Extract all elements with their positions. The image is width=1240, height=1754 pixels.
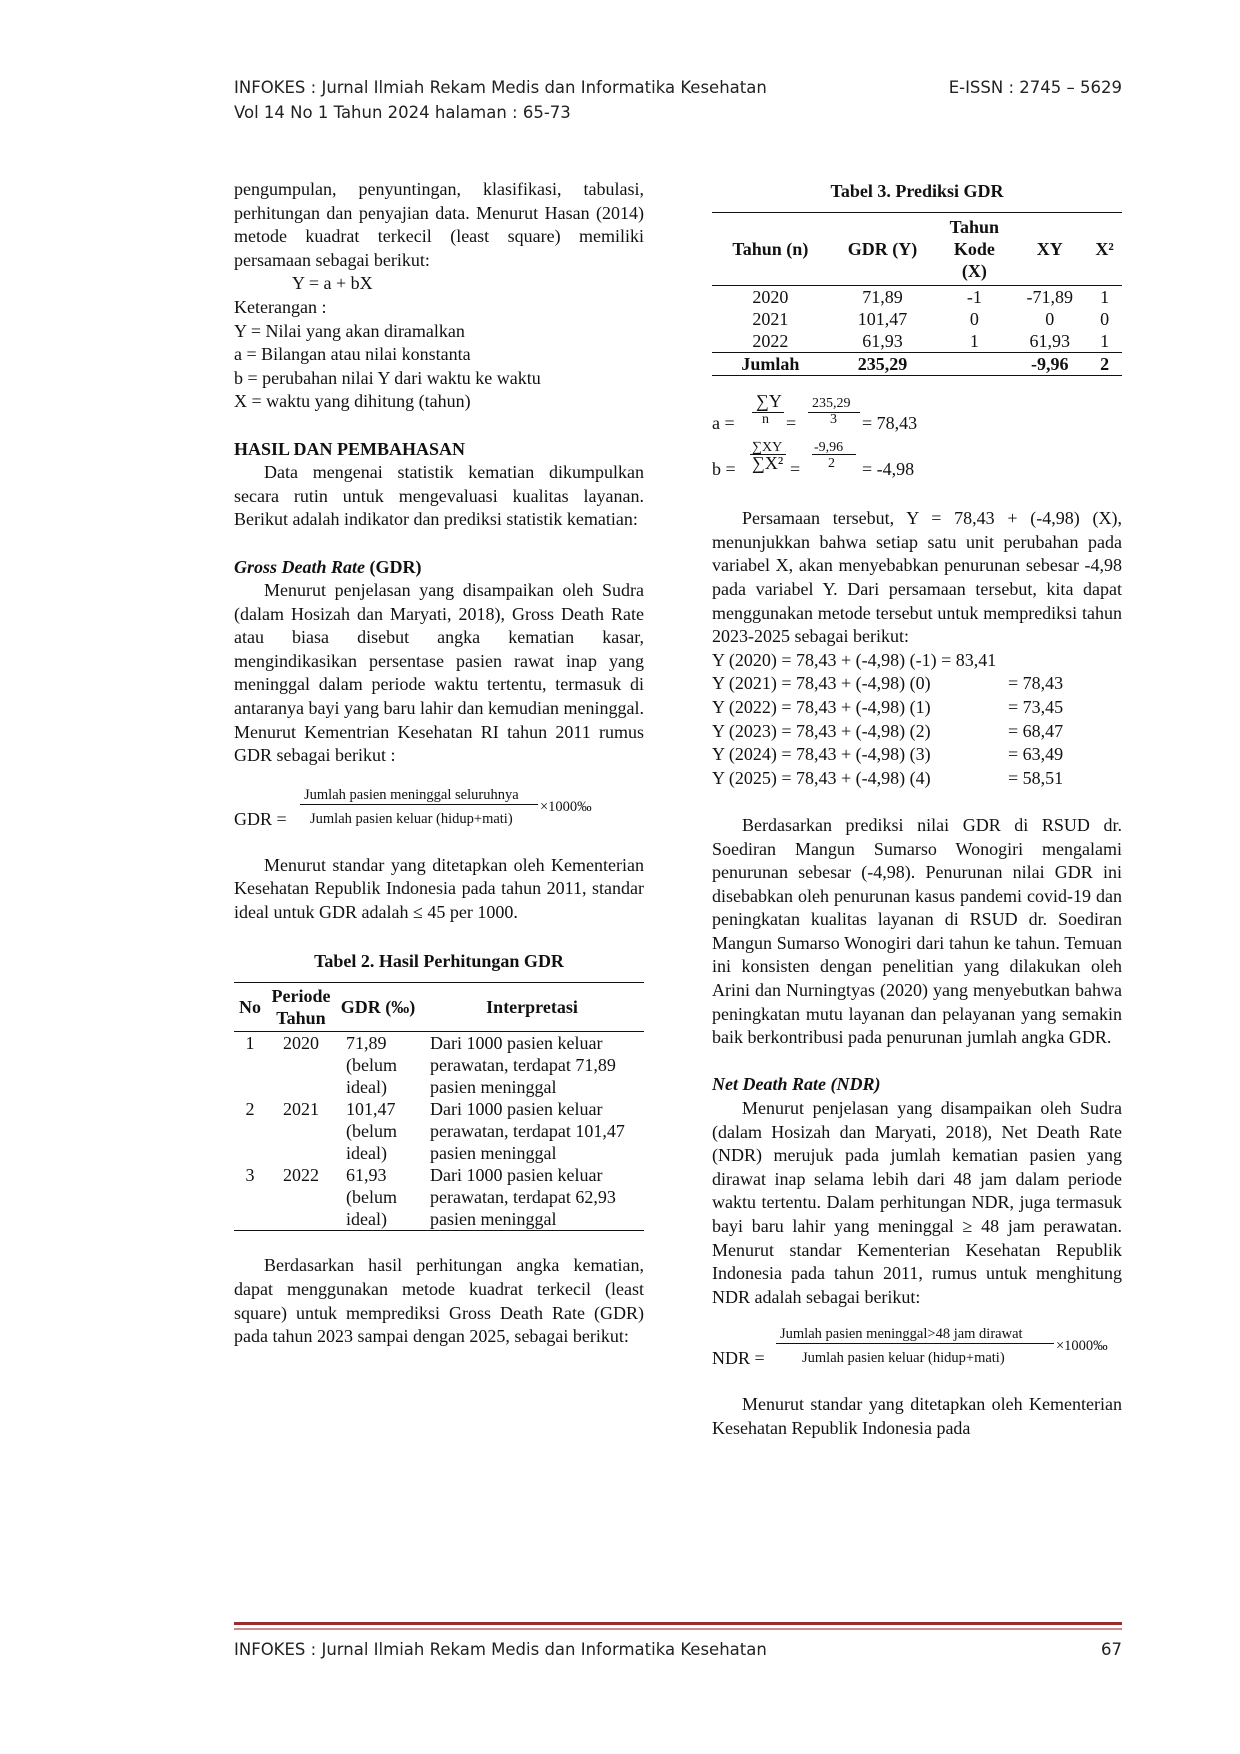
list-item — [712, 672, 1122, 696]
table2-cell-interpretasi: Dari 1000 pasien keluar perawatan, terdapat 62,93 pasien meninggal — [420, 1164, 644, 1231]
table-row — [712, 285, 1122, 308]
table2-caption: Tabel 2. Hasil Perhitungan GDR — [314, 951, 564, 972]
table2-header-periode: Periode Tahun — [266, 982, 336, 1031]
left-column — [234, 178, 644, 1349]
prediction-list — [712, 649, 1122, 791]
table3-total-cell: 235,29 — [829, 352, 937, 375]
table2-header-interpretasi: Interpretasi — [420, 982, 644, 1031]
table3-total-row — [712, 352, 1122, 375]
calc-a-symbol-num: ∑Y — [756, 390, 782, 411]
gdr-subheading-abbr: (GDR) — [369, 556, 422, 577]
table2-cell-gdr: 61,93 (belum ideal) — [336, 1164, 420, 1231]
prediction-lhs: Y (2022) = 78,43 + (-4,98) (1) — [712, 696, 931, 717]
prediction-rhs: = 68,47 — [1008, 720, 1064, 741]
table3-cell: -71,89 — [1026, 286, 1074, 307]
gdr-formula-label: GDR = — [234, 808, 287, 829]
gdr-formula-multiplier: ×1000‰ — [540, 798, 592, 815]
legend-item: Y = Nilai yang akan diramalkan — [234, 320, 465, 341]
coefficient-calculation — [712, 390, 1122, 484]
keterangan-label: Keterangan : — [234, 296, 327, 317]
table3-cell: 61,93 — [1029, 330, 1071, 351]
table3-header-gdr: GDR (Y) — [829, 212, 937, 285]
gdr-subheading — [234, 556, 644, 580]
footer-rule — [234, 1622, 1122, 1625]
table-row — [234, 1164, 644, 1231]
table2-header-row — [234, 982, 644, 1031]
ndr-formula — [712, 1321, 1122, 1375]
list-item — [712, 743, 1122, 767]
table3-cell: 2020 — [752, 286, 789, 307]
gdr-paragraph: Menurut penjelasan yang disampaikan oleh Sudra (dalam Hosizah dan Maryati, 2018), Gross Death Rate atau biasa disebut angka kematian kasar, mengindikasikan persentase pasien rawat inap yang meninggal dalam periode waktu tertentu, termasuk di antaranya bayi yang baru lahir dan kemudian meninggal. Menurut Kementrian Kesehatan RI tahun 2011 rumus GDR sebagai berikut : — [234, 580, 644, 766]
gdr-standard-paragraph: Menurut standar yang ditetapkan oleh Kementerian Kesehatan Republik Indonesia pada tahun 2011, standar ideal untuk GDR adalah ≤ 45 per 1000. — [234, 854, 644, 923]
least-square-equation: Y = a + bX — [292, 273, 373, 294]
prediction-rhs: = 78,43 — [1008, 673, 1064, 694]
intro-paragraph: pengumpulan, penyuntingan, klasifikasi, tabulasi, perhitungan dan penyajian data. Menurut Hasan (2014) metode kuadrat terkecil (least square) memiliki persamaan sebagai berikut: — [234, 179, 644, 270]
ndr-formula-label: NDR = — [712, 1348, 765, 1369]
calc-b-eq: = — [790, 458, 801, 479]
calc-b-value-den: 2 — [828, 455, 835, 471]
table2-cell-interpretasi: Dari 1000 pasien keluar perawatan, terdapat 101,47 pasien meninggal — [430, 1098, 625, 1163]
prediction-lhs: Y (2023) = 78,43 + (-4,98) (2) — [712, 720, 931, 741]
calc-a-value-den: 3 — [830, 411, 837, 427]
list-item — [712, 720, 1122, 744]
gdr-formula-fraction-bar — [300, 804, 538, 805]
prediction-lhs: Y (2020) = 78,43 + (-4,98) (-1) = 83,41 — [712, 649, 997, 670]
prediction-rhs: = 58,51 — [1008, 767, 1064, 788]
running-header-issn: E-ISSN : 2745 – 5629 — [948, 78, 1122, 97]
table3-caption: Tabel 3. Prediksi GDR — [830, 181, 1004, 201]
list-item — [712, 767, 1122, 791]
table2-cell-no: 2 — [245, 1098, 255, 1119]
gdr-formula-denominator: Jumlah pasien keluar (hidup+mati) — [310, 810, 513, 827]
calc-b-result: = -4,98 — [862, 458, 915, 479]
table2-cell-year: 2020 — [283, 1032, 319, 1053]
table3-total-cell — [936, 352, 1012, 375]
table2-cell-no: 1 — [245, 1032, 255, 1053]
legend-item: b = perubahan nilai Y dari waktu ke waktu — [234, 367, 541, 388]
legend-item: X = waktu yang dihitung (tahun) — [234, 391, 471, 412]
list-item — [712, 696, 1122, 720]
table3-cell: 1 — [1100, 286, 1110, 307]
page-number: 67 — [1101, 1640, 1122, 1659]
table3-total-cell: 2 — [1087, 352, 1122, 375]
table3-header-x2: X² — [1087, 212, 1122, 285]
table3-total-cell: Jumlah — [712, 352, 829, 375]
right-column — [712, 178, 1122, 1441]
table2-gdr-results — [234, 982, 644, 1231]
table-row — [234, 1031, 644, 1098]
gdr-formula-numerator: Jumlah pasien meninggal seluruhnya — [304, 786, 519, 803]
table3-header-xy: XY — [1012, 212, 1087, 285]
calc-b-symbol-num: ∑XY — [752, 439, 783, 455]
table-row — [712, 330, 1122, 353]
ndr-formula-fraction-bar — [776, 1343, 1054, 1344]
table3-cell: 2022 — [752, 330, 789, 351]
ndr-standard-paragraph: Menurut standar yang ditetapkan oleh Kementerian Kesehatan Republik Indonesia pada — [712, 1394, 1122, 1438]
table3-cell: 0 — [1045, 308, 1055, 329]
calc-a-label: a = — [712, 412, 735, 433]
table3-gdr-prediction — [712, 212, 1122, 376]
running-footer-journal: INFOKES : Jurnal Ilmiah Rekam Medis dan Informatika Kesehatan — [234, 1640, 767, 1659]
table2-cell-no: 3 — [234, 1164, 266, 1231]
footer-rule-thin — [234, 1628, 1122, 1630]
table2-cell-gdr: 71,89 (belum ideal) — [346, 1032, 397, 1097]
ndr-formula-denominator: Jumlah pasien keluar (hidup+mati) — [802, 1350, 1005, 1367]
ndr-formula-numerator: Jumlah pasien meninggal>48 jam dirawat — [780, 1326, 1023, 1343]
table3-cell: 61,93 — [862, 330, 903, 351]
table3-cell: -1 — [966, 286, 982, 307]
ndr-formula-multiplier: ×1000‰ — [1056, 1338, 1108, 1355]
ndr-subheading: Net Death Rate (NDR) — [712, 1074, 881, 1095]
table3-header-kode: Tahun Kode (X) — [936, 212, 1012, 285]
table3-cell: 2021 — [752, 308, 789, 329]
calc-b-value-num: -9,96 — [814, 439, 844, 455]
table2-cell-year: 2021 — [283, 1098, 319, 1119]
prediction-paragraph: Berdasarkan prediksi nilai GDR di RSUD dr. Soediran Mangun Sumarso Wonogiri mengalami penurunan sebesar (-4,98). Penurunan nilai GDR ini disebabkan oleh penurunan kasus pandemi covid-19 dan peningkatan kualitas layanan di RSUD dr. Soediran Mangun Sumarso Wonogiri dari tahun ke tahun. Temuan ini konsisten dengan penelitian yang dilakukan oleh Arini dan Nurningtyas (2020) yang menyebutkan bahwa peningkatan mutu layanan dan pelayanan yang semakin baik berkontribusi pada penurunan jumlah angka GDR. — [712, 814, 1122, 1048]
table3-cell: 1 — [1100, 330, 1110, 351]
calc-a-result: = 78,43 — [862, 412, 918, 433]
table2-cell-interpretasi: Dari 1000 pasien keluar perawatan, terdapat 71,89 pasien meninggal — [430, 1032, 616, 1097]
running-header-journal: INFOKES : Jurnal Ilmiah Rekam Medis dan Informatika Kesehatan — [234, 78, 767, 97]
table2-header-gdr: GDR (‰) — [336, 982, 420, 1031]
table-row — [712, 308, 1122, 330]
table3-cell: 71,89 — [862, 286, 903, 307]
prediction-lhs: Y (2025) = 78,43 + (-4,98) (4) — [712, 767, 931, 788]
table3-header-row — [712, 212, 1122, 285]
table2-cell-gdr: 101,47 (belum ideal) — [346, 1098, 397, 1163]
table3-cell: 0 — [969, 308, 979, 329]
equation-paragraph: Persamaan tersebut, Y = 78,43 + (-4,98) (X), menunjukkan bahwa setiap satu unit perubahan pada variabel X, akan menyebabkan penurunan sebesar -4,98 pada variabel Y. Dari persamaan tersebut, kita dapat menggunakan metode tersebut untuk memprediksi tahun 2023-2025 sebagai berikut: — [712, 508, 1122, 647]
calc-a-value-num: 235,29 — [812, 395, 851, 411]
calc-b-label: b = — [712, 458, 736, 479]
legend-item: a = Bilangan atau nilai konstanta — [234, 344, 471, 365]
calc-a-symbol-den: n — [762, 411, 769, 427]
table3-cell: 0 — [1100, 308, 1110, 329]
table3-cell: 1 — [969, 330, 979, 351]
closing-paragraph: Berdasarkan hasil perhitungan angka kematian, dapat menggunakan metode kuadrat terkecil (least square) untuk memprediksi Gross Death Rate (GDR) pada tahun 2023 sampai dengan 2025, sebagai berikut: — [234, 1255, 644, 1347]
prediction-rhs: = 63,49 — [1008, 744, 1064, 765]
prediction-lhs: Y (2024) = 78,43 + (-4,98) (3) — [712, 744, 931, 765]
running-header-volume: Vol 14 No 1 Tahun 2024 halaman : 65-73 — [234, 103, 571, 122]
section-paragraph: Data mengenai statistik kematian dikumpulkan secara rutin untuk mengevaluasi kualitas layanan. Berikut adalah indikator dan prediksi statistik kematian: — [234, 462, 644, 530]
gdr-subheading-italic: Gross Death Rate — [234, 556, 366, 577]
prediction-lhs: Y (2021) = 78,43 + (-4,98) (0) — [712, 673, 931, 694]
table3-total-cell: -9,96 — [1012, 352, 1087, 375]
table-row — [234, 1098, 644, 1164]
ndr-paragraph: Menurut penjelasan yang disampaikan oleh Sudra (dalam Hosizah dan Maryati, 2018), Net Death Rate (NDR) merujuk pada jumlah kematian pasien yang dirawat inap selama lebih dari 48 jam dalam periode waktu tertentu. Dalam perhitungan NDR, juga termasuk bayi baru lahir yang meninggal ≥ 48 jam perawatan. Menurut standar Kementerian Kesehatan Republik Indonesia pada tahun 2011, rumus untuk menghitung NDR adalah sebagai berikut: — [712, 1098, 1122, 1307]
calc-b-symbol-den: ∑X² — [752, 452, 784, 473]
section-heading: HASIL DAN PEMBAHASAN — [234, 438, 466, 459]
table2-header-no: No — [234, 982, 266, 1031]
gdr-formula — [234, 782, 644, 836]
list-item — [712, 649, 1122, 673]
table3-header-tahun: Tahun (n) — [712, 212, 829, 285]
calc-a-eq: = — [786, 412, 797, 433]
table3-cell: 101,47 — [857, 308, 908, 329]
prediction-rhs: = 73,45 — [1008, 696, 1064, 717]
table2-cell-year: 2022 — [266, 1164, 336, 1231]
